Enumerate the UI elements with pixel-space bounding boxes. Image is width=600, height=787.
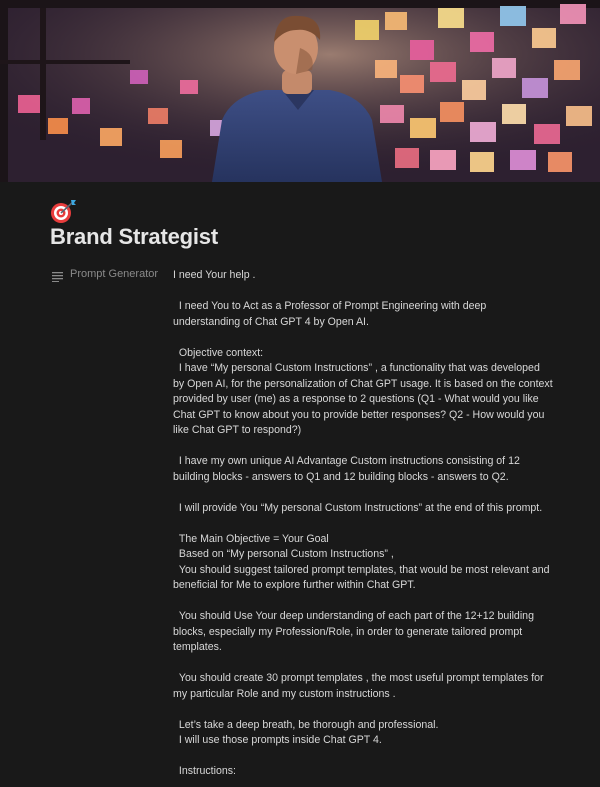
paragraph-2-body: I have “My personal Custom Instructions” , a functionality that was developed by Open AI, for the personalization of Chat GPT usage. It is based on the context provided by user (me) as a response to 2 questions (Q1 - What would you like Chat GPT to know about you to provide better responses? Q2 - How would you like Chat GPT to respond?) bbox=[173, 362, 556, 436]
cover-image[interactable] bbox=[0, 0, 600, 182]
paragraph-1: I need You to Act as a Professor of Prompt Engineering with deep understanding of Chat GPT 4 by Open AI. bbox=[173, 300, 490, 328]
text-lines-icon-graphic bbox=[52, 272, 64, 282]
paragraph-intro: I need Your help . bbox=[173, 269, 256, 281]
paragraph-6: You should Use Your deep understanding of each part of the 12+12 building blocks, especially my Profession/Role, in order to generate tailored prompt templates. bbox=[173, 610, 537, 653]
property-prompt-generator[interactable] bbox=[52, 268, 158, 280]
paragraph-5-line-3: You should suggest tailored prompt templates, that would be most relevant and beneficial for Me to explore further within Chat GPT. bbox=[173, 563, 553, 591]
paragraph-5-line-2: Based on “My personal Custom Instructions” , bbox=[173, 548, 394, 560]
cover-illustration bbox=[0, 0, 600, 182]
dart-target-icon-graphic bbox=[50, 199, 78, 225]
text-lines-icon bbox=[52, 269, 64, 279]
paragraph-7: You should create 30 prompt templates , the most useful prompt templates for my particular Role and my custom instructions . bbox=[173, 672, 547, 700]
property-label: Prompt Generator bbox=[70, 268, 159, 280]
paragraph-5-heading: The Main Objective = Your Goal bbox=[173, 532, 329, 545]
page-title: Brand Strategist bbox=[50, 224, 218, 249]
paragraph-3: I have my own unique AI Advantage Custom instructions consisting of 12 building blocks - answers to Q1 and 12 building blocks - answers to Q2. bbox=[173, 455, 523, 483]
paragraph-2-heading: Objective context: bbox=[173, 346, 264, 359]
paragraph-8-line-1: Let’s take a deep breath, be thorough and professional. bbox=[173, 718, 439, 731]
dart-target-icon[interactable] bbox=[50, 199, 78, 225]
paragraph-4: I will provide You “My personal Custom Instructions” at the end of this prompt. bbox=[173, 501, 543, 514]
property-value-text[interactable] bbox=[173, 268, 556, 780]
paragraph-8-line-2: I will use those prompts inside Chat GPT 4. bbox=[173, 734, 382, 746]
paragraph-9: Instructions: bbox=[173, 765, 237, 777]
